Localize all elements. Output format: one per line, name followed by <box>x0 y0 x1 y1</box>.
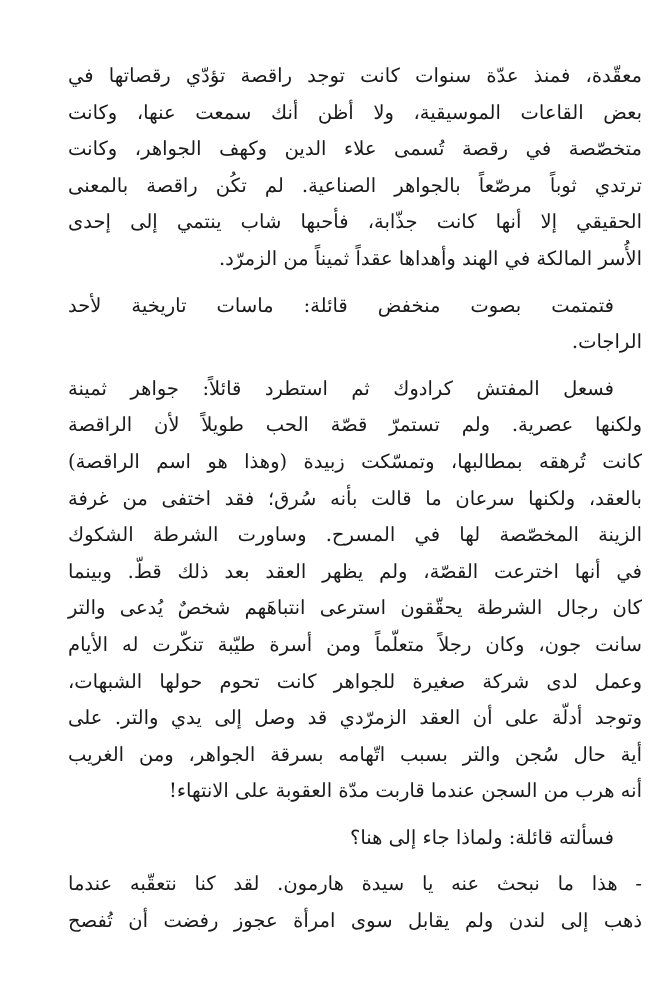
text-line: في أنها اخترعت القصّة، ولم يظهر العقد بعد ذلك قطّ. وبينما <box>68 559 642 583</box>
text-line: سانت جون، وكان رجلاً متعلّماً ومن أسرة طيّبة تنكّرت له الأيام <box>68 632 642 656</box>
text-line: الحقيقي إلا أنها كانت جذّابة، فأحبها شاب ينتمي إلى إحدى <box>68 210 642 234</box>
text-line: الزينة المخصّصة لها في المسرح. وساورت الشرطة الشكوك <box>68 523 642 547</box>
text-line: متخصّصة في رقصة تُسمى علاء الدين وكهف الجواهر، وكانت <box>68 137 642 161</box>
paragraph-5 <box>68 866 642 939</box>
text-line: الأُسر المالكة في الهند وأهداها عقداً ثميناً من الزمرّد. <box>218 246 642 270</box>
text-line: وعمل لدى شركة صغيرة للجواهر كانت تحوم حولها الشبهات، <box>68 669 642 693</box>
paragraph-4 <box>68 820 642 857</box>
text-line: وتوجد أدلّة على أن العقد الزمرّدي قد وصل إلى يدي والتر. على <box>68 706 642 730</box>
text-line: بعض القاعات الموسيقية، ولا أظن أنك سمعت عنها، وكانت <box>68 100 642 124</box>
text-line: فسعل المفتش كرادوك ثم استطرد قائلاً: جواهر ثمينة <box>68 376 614 400</box>
text-line: كان رجال الشرطة يحقّقون استرعى انتباهَهم شخصٌ يُدعى والتر <box>68 596 642 620</box>
text-line: ولكنها عصرية. ولم تستمرّ قصّة الحب طويلاً لأن الراقصة <box>68 413 642 437</box>
paragraph-2 <box>68 288 642 361</box>
book-page <box>68 58 642 940</box>
paragraph-gap <box>68 856 642 866</box>
text-line: فتمتمت بصوت منخفض قائلة: ماسات تاريخية لأحد <box>68 293 614 317</box>
paragraph-gap <box>68 810 642 820</box>
text-line: كانت تُرهقه بمطالبها، وتمسّكت زبيدة (وهذا هو اسم الراقصة) <box>68 449 642 473</box>
paragraph-1 <box>68 58 642 278</box>
paragraph-3 <box>68 371 642 810</box>
paragraph-gap <box>68 278 642 288</box>
text-line: ذهب إلى لندن ولم يقابل سوى امرأة عجوز رفضت أن تُفصح <box>68 909 642 933</box>
text-line: معقّدة، فمنذ عدّة سنوات كانت توجد راقصة تؤدّي رقصاتها في <box>68 64 642 87</box>
text-line: أية حال سُجن والتر بسبب اتّهامه بسرقة الجواهر، ومن الغريب <box>68 742 642 766</box>
text-line: الراجات. <box>571 330 642 354</box>
text-line: بالعقد، ولكنها سرعان ما قالت بأنه سُرق؛ فقد اختفى من غرفة <box>68 486 642 510</box>
text-line: - هذا ما نبحث عنه يا سيدة هارمون. لقد كنا نتعقّبه عندما <box>68 872 642 896</box>
text-line: ترتدي ثوباً مرصّعاً بالجواهر الصناعية. لم تكُن راقصة بالمعنى <box>68 173 642 197</box>
text-line: أنه هرب من السجن عندما قاربت مدّة العقوبة على الانتهاء! <box>169 779 642 803</box>
text-line: فسألته قائلة: ولماذا جاء إلى هنا؟ <box>349 825 614 849</box>
paragraph-gap <box>68 361 642 371</box>
